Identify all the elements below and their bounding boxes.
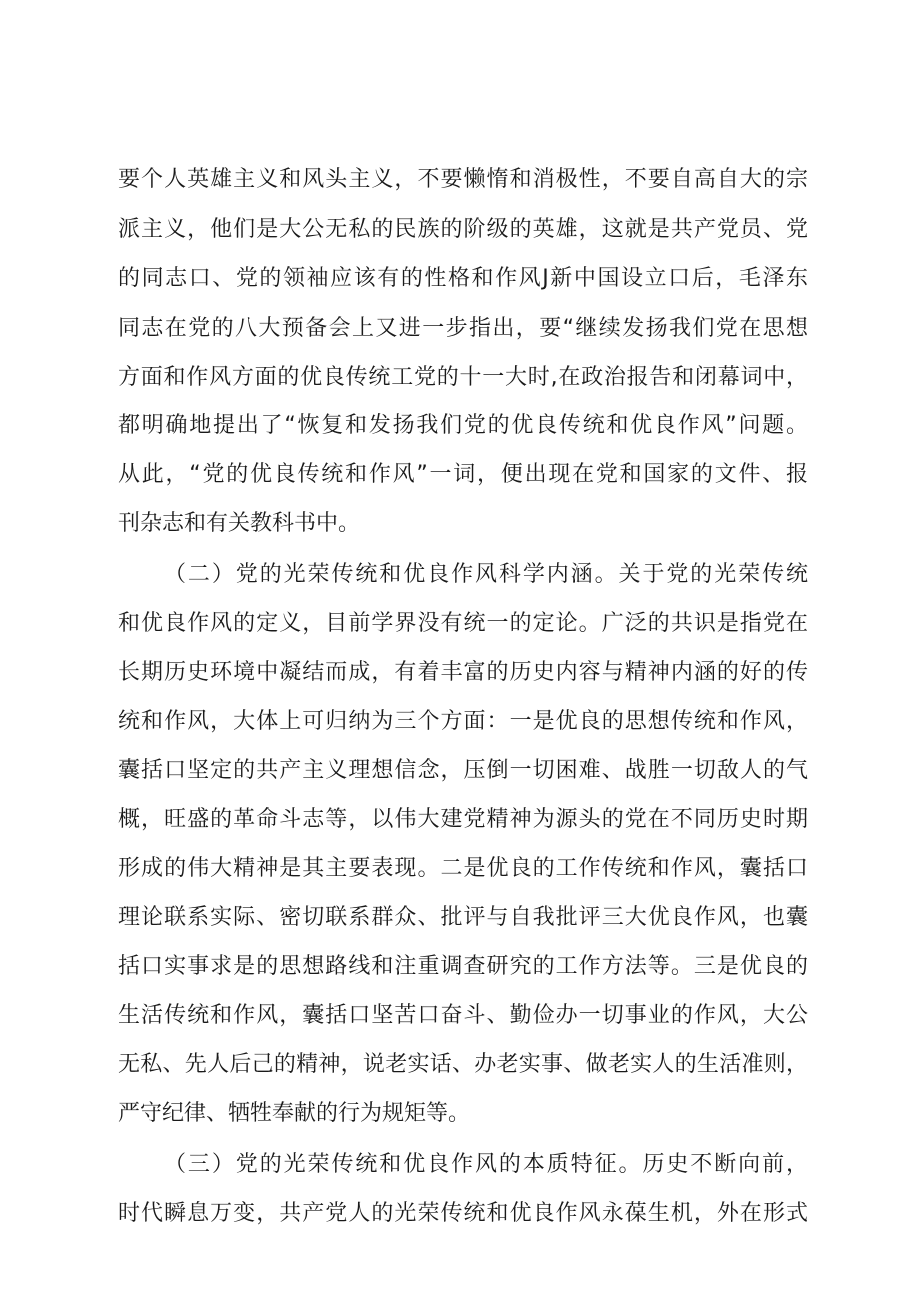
text-line: 括口实事求是的思想路线和注重调查研究的工作方法等。三是优良的	[118, 954, 808, 979]
text-line: 和优良作风的定义，目前学界没有统一的定论。广泛的共识是指党在	[118, 611, 808, 636]
text-line: 的同志口、党的领袖应该有的性格和作风J新中国设立口后，毛泽东	[118, 266, 808, 291]
text-line: 时代瞬息万变，共产党人的光荣传统和优良作风永葆生机，外在形式	[118, 1201, 808, 1226]
text-line: 无私、先人后己的精神，说老实话、办老实事、做老实人的生活准则，	[118, 1052, 808, 1077]
text-line: 理论联系实际、密切联系群众、批评与自我批评三大优良作风，也囊	[118, 905, 808, 930]
section-heading-line: （二）党的光荣传统和优良作风科学内涵。关于党的光荣传统	[164, 562, 808, 587]
text-line: 形成的伟大精神是其主要表现。二是优良的工作传统和作风，囊括口	[118, 856, 808, 881]
text-line: 同志在党的八大预备会上又进一步指出，要“继续发扬我们党在思想	[118, 316, 808, 341]
text-line: 生活传统和作风，囊括口坚苦口奋斗、勤俭办一切事业的作风，大公	[118, 1003, 808, 1028]
text-line: 要个人英雄主义和风头主义，不要懒惰和消极性，不要自高自大的宗	[118, 167, 808, 192]
paragraph-end-line: 刊杂志和有关教科书中。	[118, 511, 361, 536]
paragraph-end-line: 严守纪律、牺牲奉献的行为规矩等。	[118, 1101, 471, 1126]
section-heading-line: （三）党的光荣传统和优良作风的本质特征。历史不断向前，	[164, 1152, 808, 1177]
text-line: 从此，“党的优良传统和作风”一词，便出现在党和国家的文件、报	[118, 462, 808, 487]
text-line: 囊括口坚定的共产主义理想信念，压倒一切困难、战胜一切敌人的气	[118, 758, 808, 783]
text-line: 派主义，他们是大公无私的民族的阶级的英雄，这就是共产党员、党	[118, 217, 808, 242]
text-line: 概，旺盛的革命斗志等，以伟大建党精神为源头的党在不同历史时期	[118, 807, 808, 832]
text-line: 都明确地提出了“恢复和发扬我们党的优良传统和优良作风”问题。	[118, 413, 808, 438]
text-line: 长期历史环境中凝结而成，有着丰富的历史内容与精神内涵的好的传	[118, 660, 808, 685]
text-line: 统和作风，大体上可归纳为三个方面：一是优良的思想传统和作风，	[118, 709, 808, 734]
text-line: 方面和作风方面的优良传统工党的十一大时,在政治报告和闭幕词中，	[118, 365, 808, 390]
